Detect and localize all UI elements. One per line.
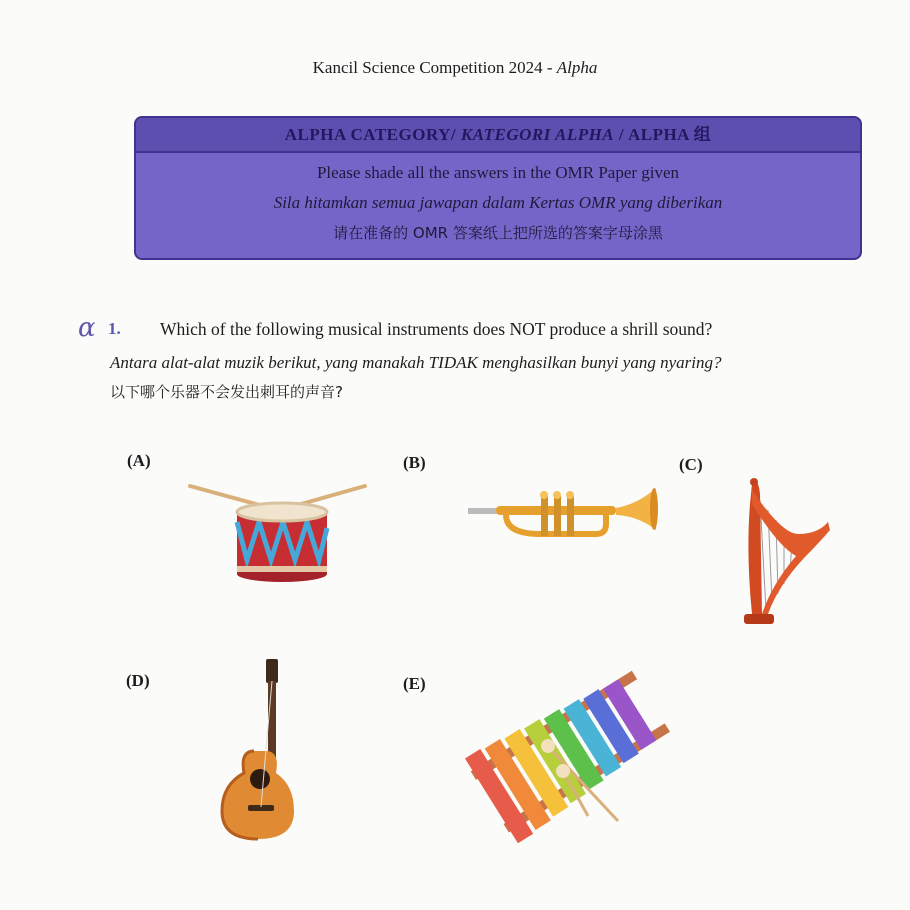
banner-title-zh: ALPHA 组	[627, 125, 712, 144]
instruction-zh: 请在准备的 OMR 答案纸上把所选的答案字母涂黑	[333, 224, 663, 242]
header-separator: -	[542, 58, 557, 77]
option-e-label[interactable]: (E)	[403, 674, 426, 693]
trumpet-icon	[466, 484, 661, 546]
banner-title-ms: KATEGORI ALPHA	[460, 125, 615, 144]
alpha-marker: α	[78, 313, 96, 343]
xylophone-icon	[468, 656, 668, 831]
option-a-label[interactable]: (A)	[127, 451, 151, 470]
option-c-label[interactable]: (C)	[679, 455, 703, 474]
instruction-ms: Sila hitamkan semua jawapan dalam Kertas OMR yang diberikan	[273, 193, 723, 212]
option-d-label[interactable]: (D)	[126, 671, 150, 690]
page-header	[0, 58, 910, 78]
option-b-label[interactable]: (B)	[403, 453, 426, 472]
banner-title-sep: /	[614, 125, 628, 144]
category-name: Alpha	[556, 58, 598, 77]
harp-icon	[738, 474, 838, 632]
banner-title-en: ALPHA CATEGORY/	[284, 125, 457, 144]
question-text-ms: Antara alat-alat muzik berikut, yang manakah TIDAK menghasilkan bunyi yang nyaring?	[110, 353, 722, 372]
instruction-en: Please shade all the answers in the OMR Paper given	[316, 163, 680, 182]
competition-title: Kancil Science Competition 2024	[312, 58, 543, 77]
drum-icon	[185, 478, 370, 588]
guitar-icon	[214, 655, 299, 845]
banner-title	[136, 118, 860, 153]
question-text-zh: 以下哪个乐器不会发出刺耳的声音?	[110, 383, 343, 401]
question-text-en: Which of the following musical instruments does NOT produce a shrill sound?	[160, 319, 713, 339]
instruction-banner	[134, 116, 862, 260]
question-number: 1.	[108, 319, 121, 338]
